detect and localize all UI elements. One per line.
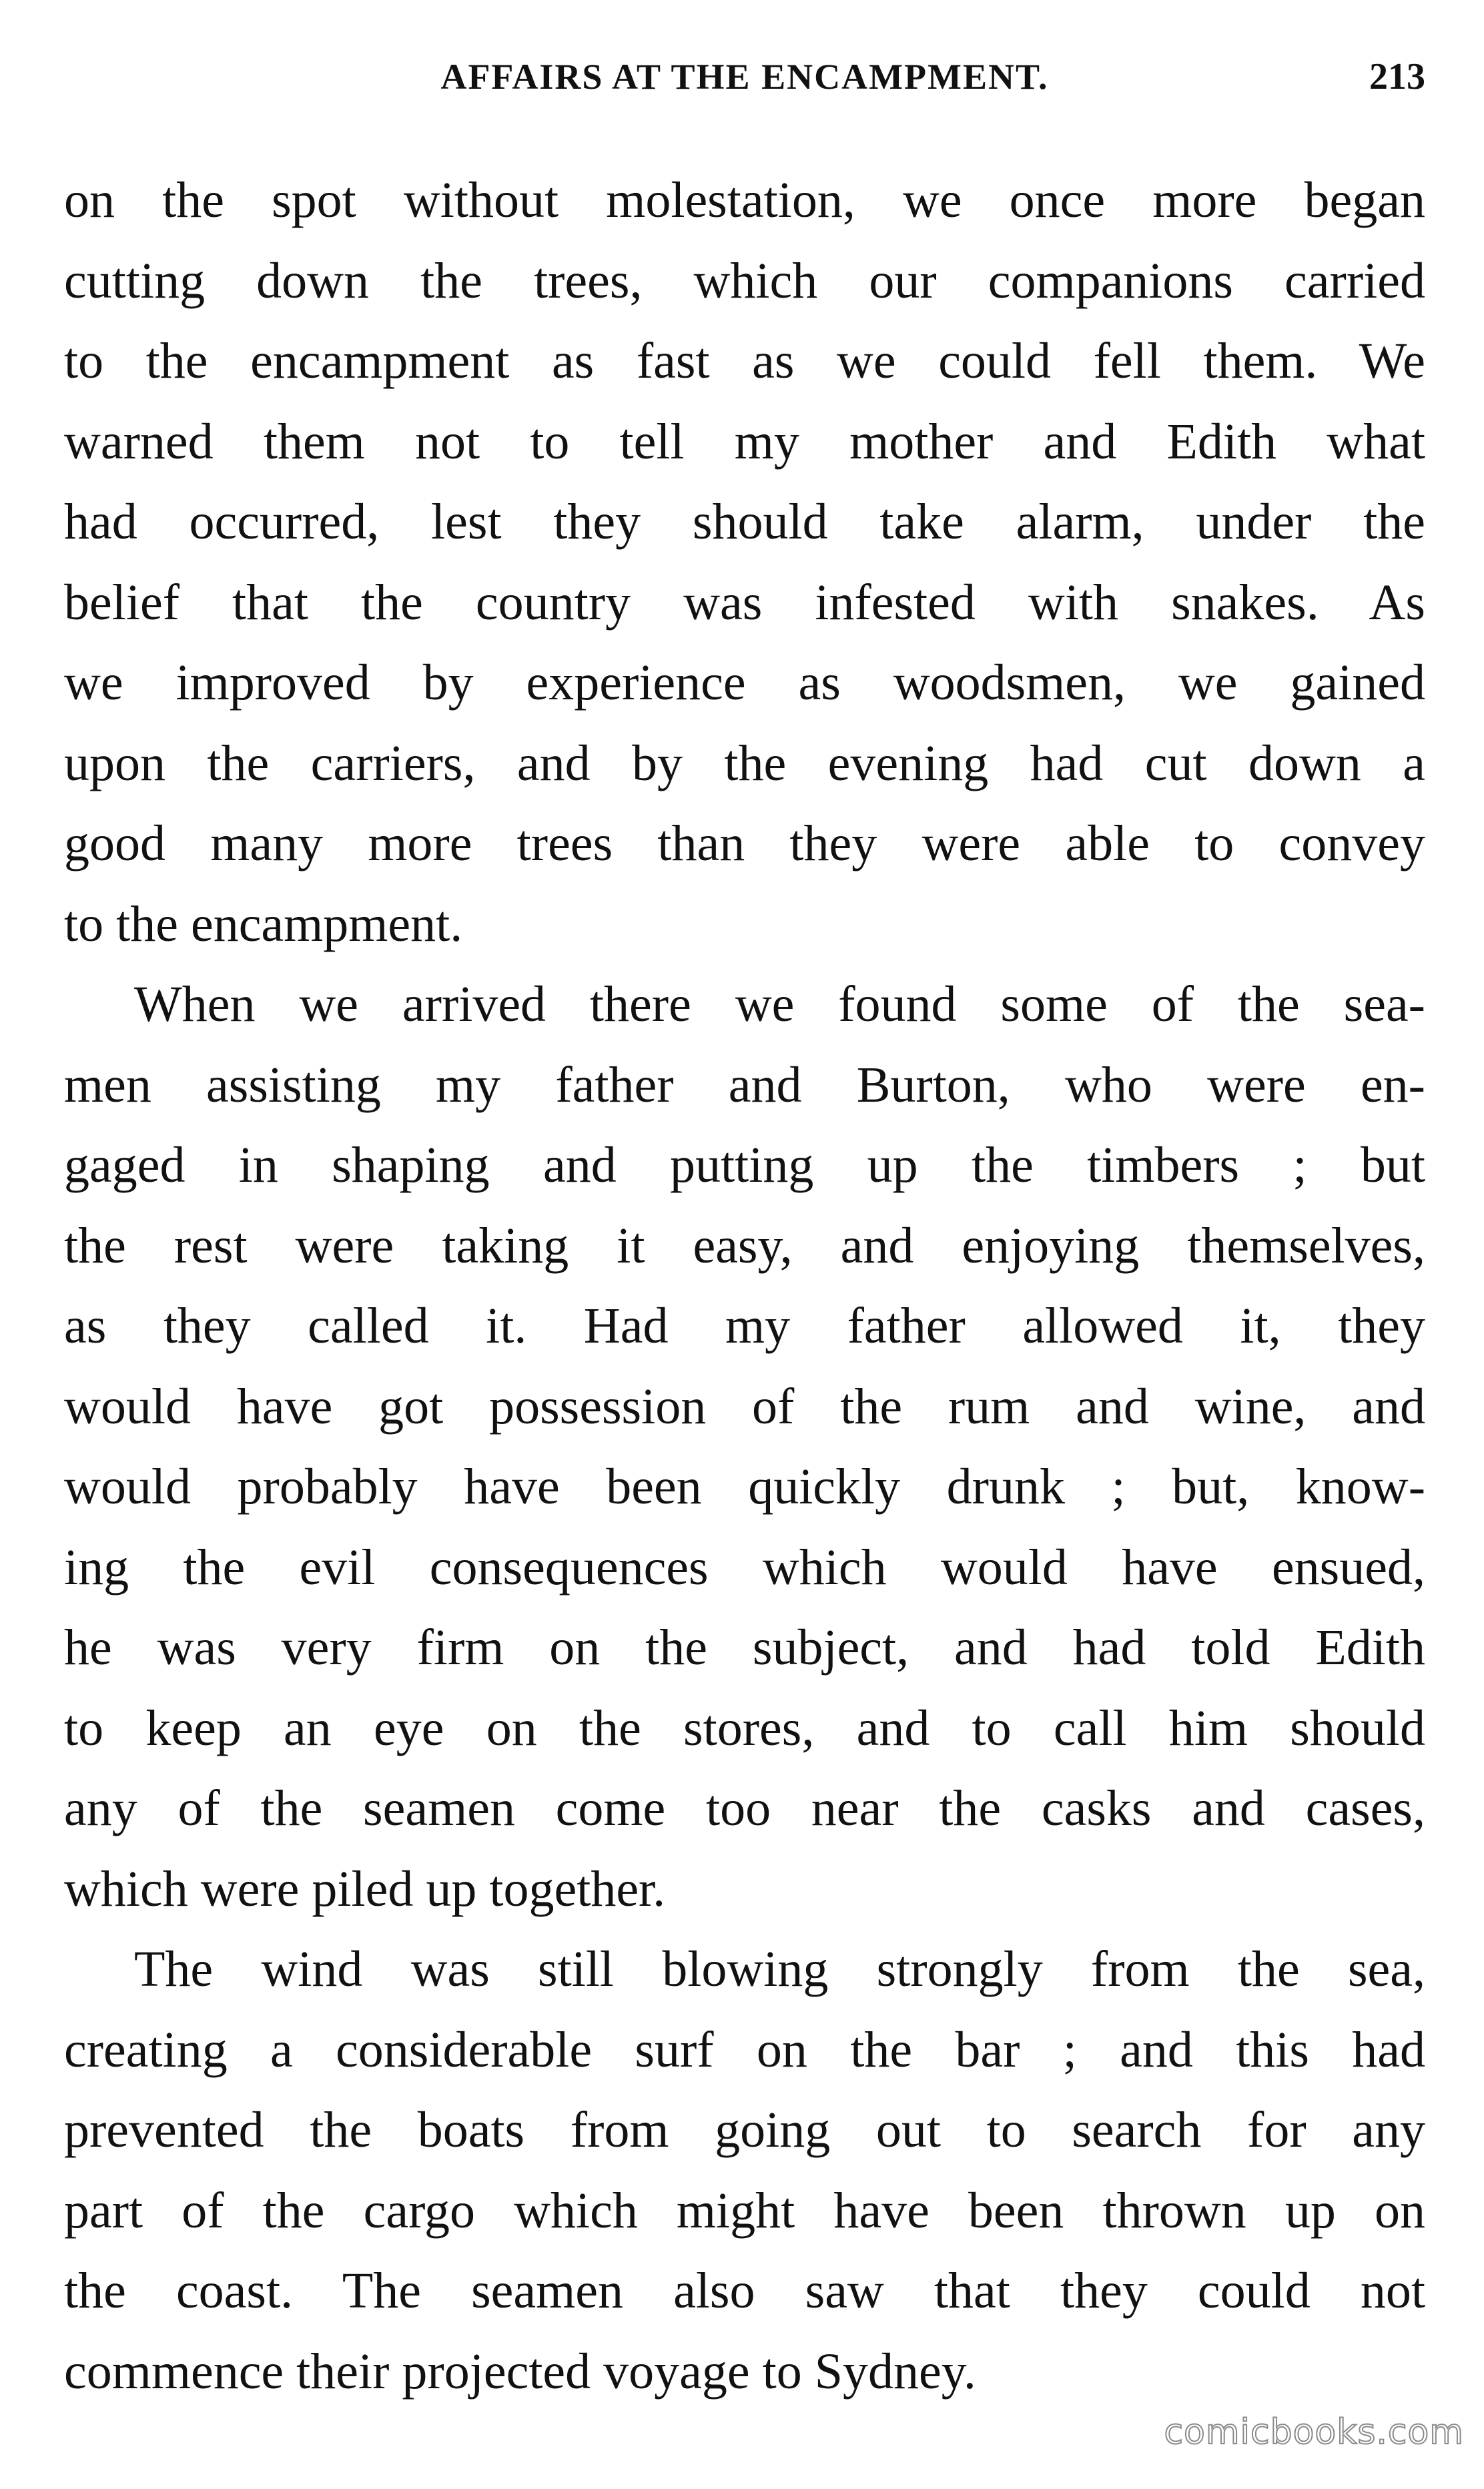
- page-header: [64, 47, 1425, 107]
- text-line: we improved by experience as woodsmen, we gained: [64, 655, 1425, 711]
- text-line: The wind was still blowing strongly from the sea,: [134, 1941, 1425, 1997]
- text-line: cutting down the trees, which our companions carried: [64, 252, 1425, 309]
- text-line: part of the cargo which might have been thrown up on: [64, 2182, 1425, 2239]
- text-line: commence their projected voyage to Sydney.: [64, 2343, 976, 2400]
- text-line: ing the evil consequences which would have ensued,: [64, 1539, 1425, 1595]
- text-line: to keep an eye on the stores, and to call him should: [64, 1700, 1425, 1756]
- text-line: he was very firm on the subject, and had told Edith: [64, 1620, 1425, 1676]
- body-text: [64, 160, 1425, 2412]
- text-line: prevented the boats from going out to search for any: [64, 2102, 1425, 2158]
- text-line: men assisting my father and Burton, who were en-: [64, 1056, 1425, 1113]
- text-line: would probably have been quickly drunk ; but, know-: [64, 1459, 1425, 1515]
- text-line: the rest were taking it easy, and enjoying themselves,: [64, 1217, 1425, 1274]
- text-line: any of the seamen come too near the casks and cases,: [64, 1780, 1425, 1836]
- page-number: 213: [1369, 56, 1425, 97]
- paragraph-2: [64, 964, 1425, 1929]
- text-line: belief that the country was infested with snakes. As: [64, 574, 1425, 631]
- text-line: on the spot without molestation, we once more began: [64, 172, 1425, 228]
- text-line: to the encampment as fast as we could fell them. We: [64, 333, 1425, 389]
- paragraph-3: [64, 1929, 1425, 2412]
- paragraph-1: [64, 160, 1425, 964]
- watermark: comicbooks.com: [1164, 2412, 1464, 2452]
- text-line: as they called it. Had my father allowed it, they: [64, 1298, 1425, 1354]
- text-line: would have got possession of the rum and wine, and: [64, 1378, 1425, 1435]
- text-line: the coast. The seamen also saw that they could not: [64, 2263, 1425, 2319]
- text-line: had occurred, lest they should take alarm, under the: [64, 494, 1425, 550]
- text-line: which were piled up together.: [64, 1860, 666, 1917]
- text-line: warned them not to tell my mother and Edith what: [64, 413, 1425, 470]
- text-line: to the encampment.: [64, 896, 463, 952]
- running-head: AFFAIRS AT THE ENCAMPMENT.: [440, 57, 1049, 97]
- text-line: upon the carriers, and by the evening had cut down a: [64, 735, 1425, 791]
- text-line: good many more trees than they were able to convey: [64, 815, 1425, 871]
- text-line: gaged in shaping and putting up the timbers ; but: [64, 1137, 1425, 1193]
- text-line: creating a considerable surf on the bar ; and this had: [64, 2021, 1425, 2078]
- text-line: When we arrived there we found some of the sea-: [134, 976, 1425, 1032]
